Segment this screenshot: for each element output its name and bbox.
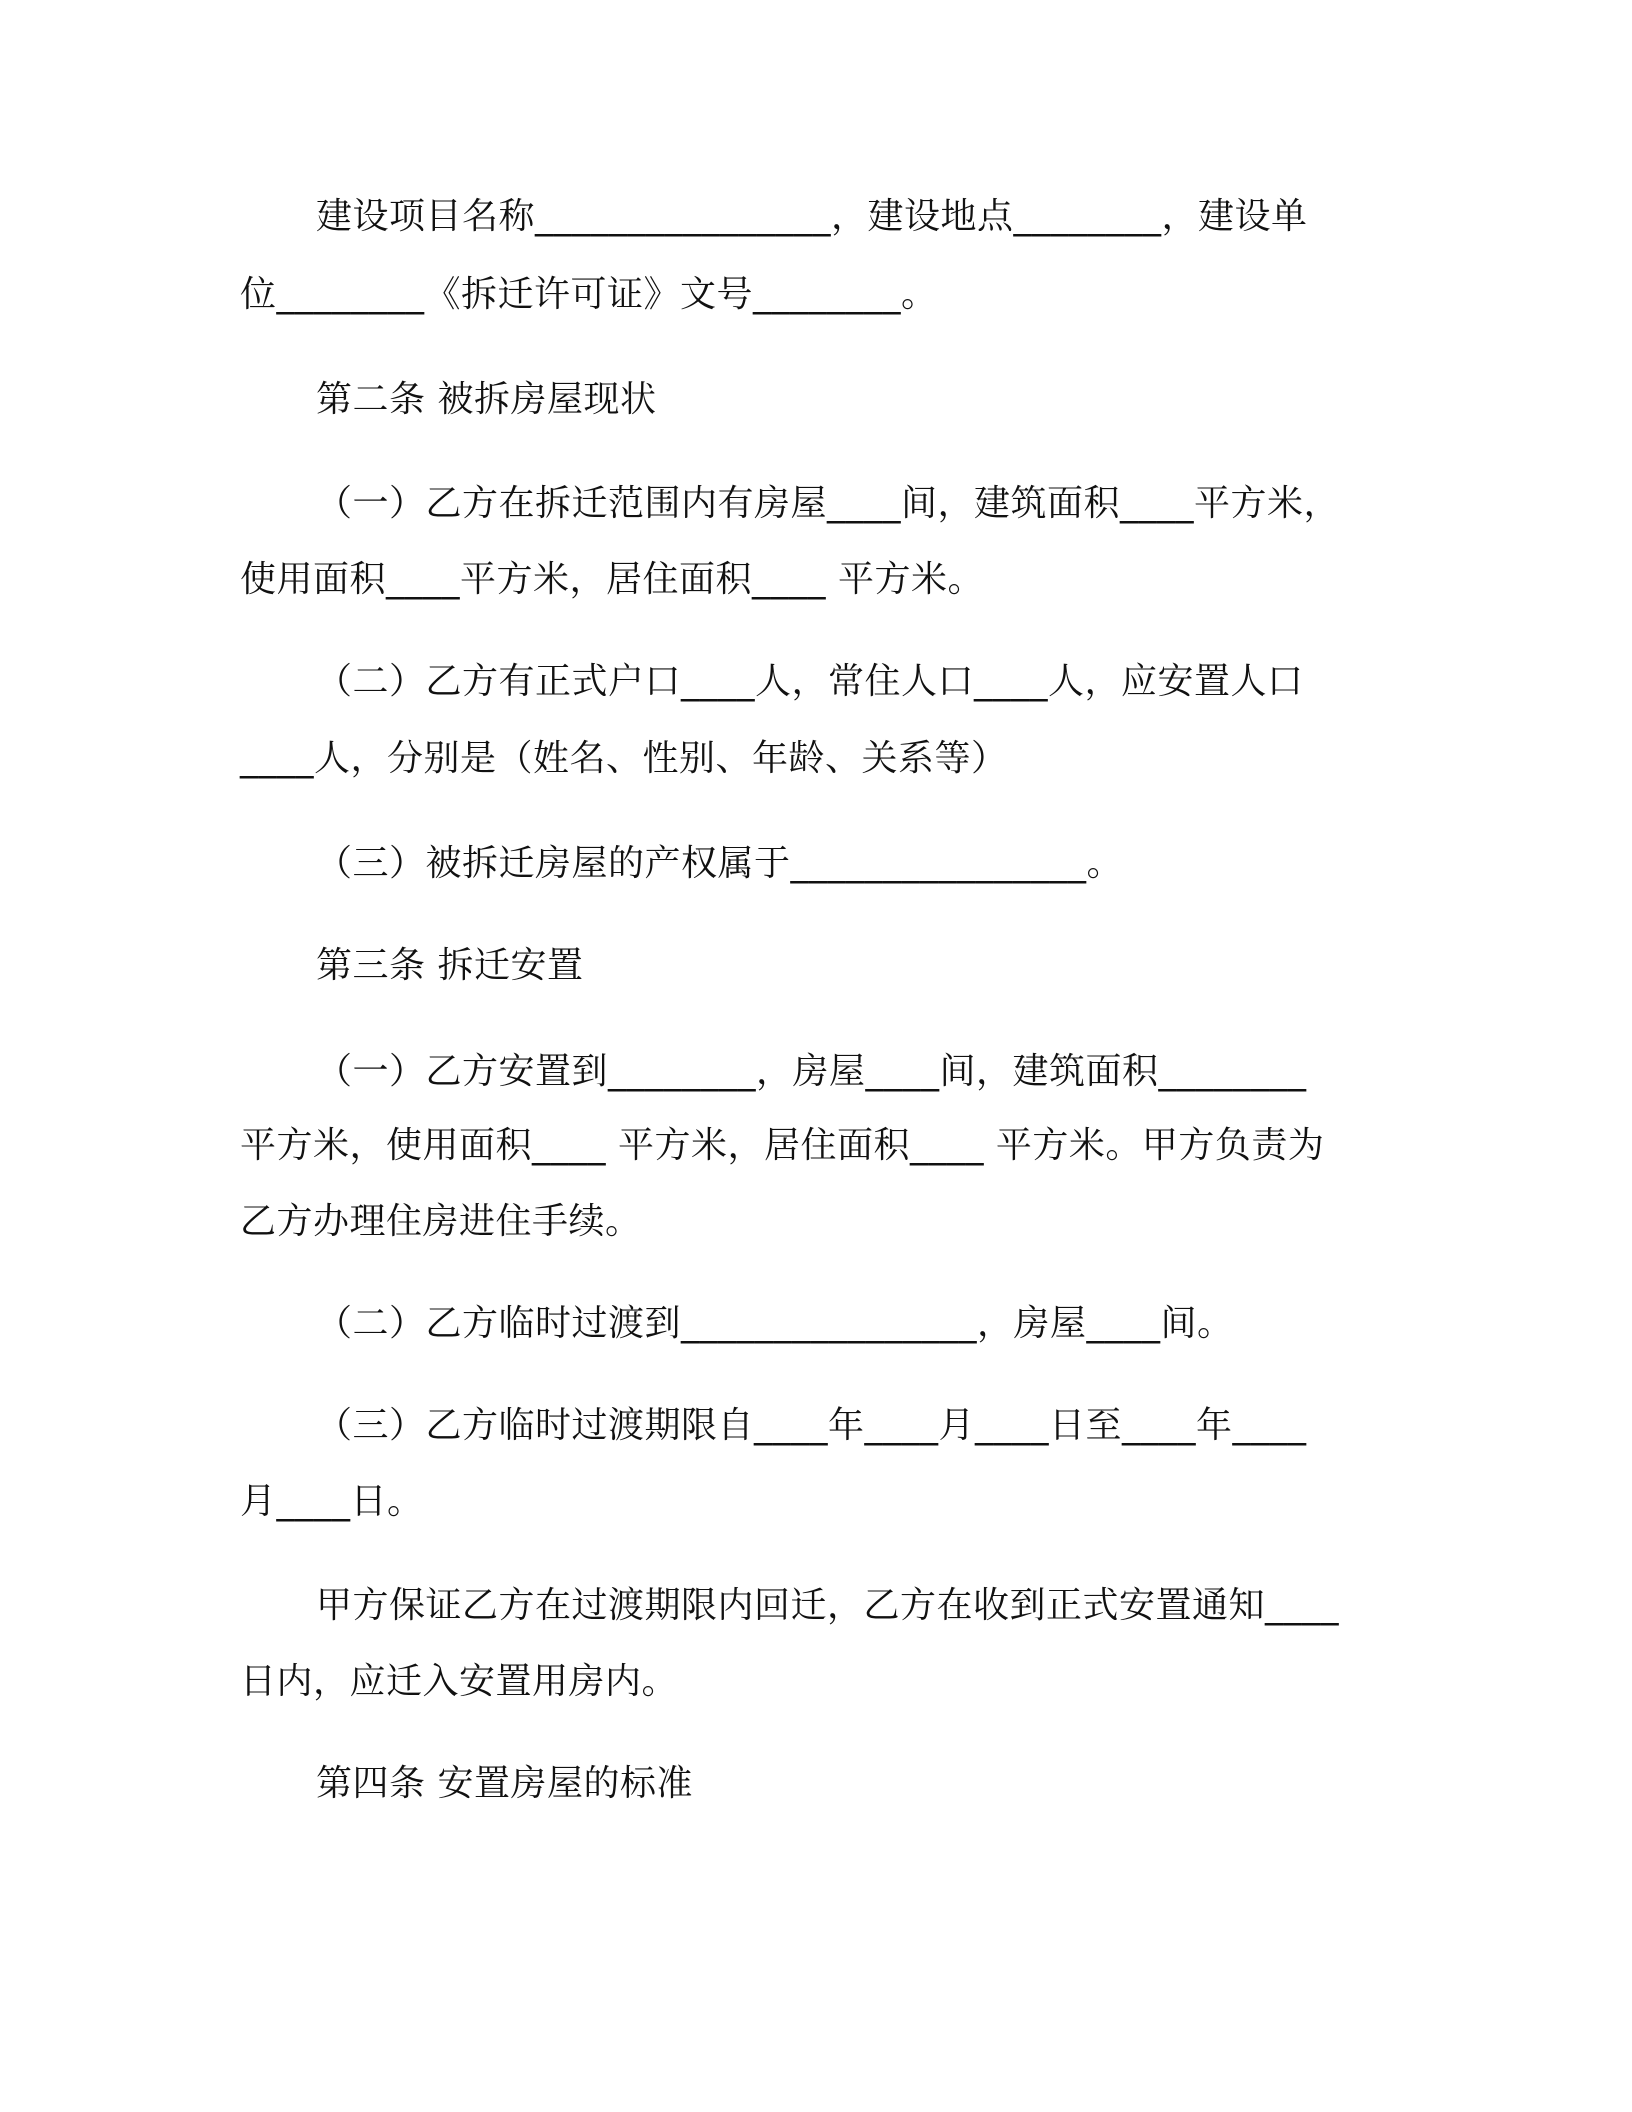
- return-guarantee-line-2: 日内，应迁入安置用房内。: [240, 1661, 679, 1702]
- return-guarantee-line-1: 甲方保证乙方在过渡期限内回迁，乙方在收到正式安置通知____: [316, 1585, 1340, 1626]
- article-3-item-2: （二）乙方临时过渡到________________，房屋____间。: [316, 1303, 1234, 1344]
- article-3-item-1-line-3: 乙方办理住房进住手续。: [240, 1201, 642, 1242]
- article-4-heading: 第四条 安置房屋的标准: [316, 1763, 693, 1804]
- text-line-project-name: 建设项目名称________________，建设地点________，建设单: [316, 196, 1308, 237]
- article-2-item-2-line-1: （二）乙方有正式户口____人，常住人口____人，应安置人口: [316, 661, 1304, 702]
- text-line-permit-number: 位________《拆迁许可证》文号________。: [240, 274, 938, 315]
- article-3-item-3-line-2: 月____日。: [240, 1481, 424, 1522]
- article-2-heading: 第二条 被拆房屋现状: [316, 379, 657, 420]
- article-2-item-1-line-1: （一）乙方在拆迁范围内有房屋____间，建筑面积____平方米，: [316, 483, 1341, 524]
- article-2-item-3: （三）被拆迁房屋的产权属于________________。: [316, 843, 1124, 884]
- article-3-item-1-line-2: 平方米，使用面积____ 平方米，居住面积____ 平方米。甲方负责为: [240, 1125, 1325, 1166]
- article-3-heading: 第三条 拆迁安置: [316, 945, 584, 986]
- article-3-item-1-line-1: （一）乙方安置到________，房屋____间，建筑面积________: [316, 1051, 1307, 1092]
- article-2-item-1-line-2: 使用面积____平方米，居住面积____ 平方米。: [240, 559, 984, 600]
- article-3-item-3-line-1: （三）乙方临时过渡期限自____年____月____日至____年____: [316, 1405, 1307, 1446]
- article-2-item-2-line-2: ____人，分别是（姓名、性别、年龄、关系等）: [240, 738, 1008, 779]
